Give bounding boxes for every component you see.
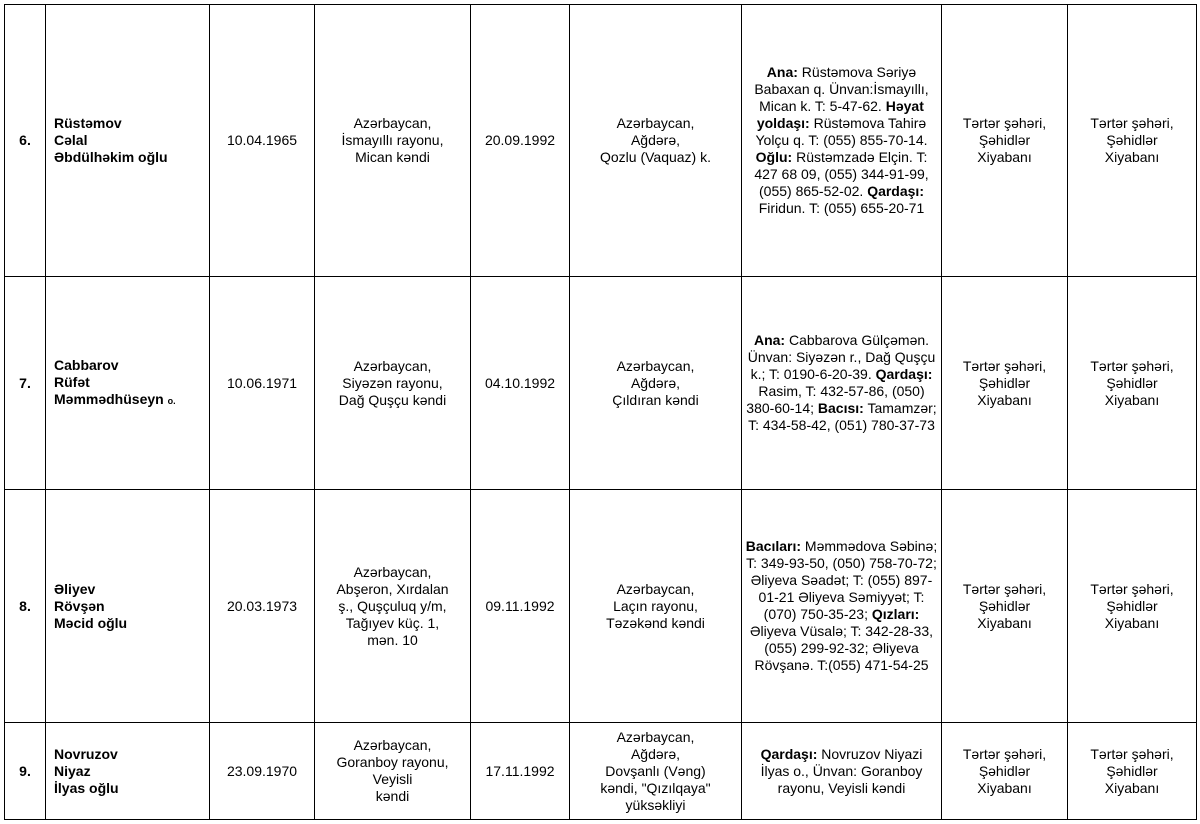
relatives-info: Qardaşı: Novruzov Niyazi İlyas o., Ünvan: Goranboy rayonu, Veyisli kəndi — [742, 723, 942, 820]
full-name: Rüstəmov Cəlal Əbdülhəkim oğlu — [46, 5, 210, 277]
row-number: 6. — [5, 5, 46, 277]
birth-place: Azərbaycan, Goranboy rayonu, Veyisli kəndi — [315, 723, 471, 820]
table-row — [5, 277, 1197, 490]
memorial-place: Tərtər şəhəri, Şəhidlər Xiyabanı — [1068, 277, 1197, 490]
relatives-info: Ana: Rüstəmova Səriyə Babaxan q. Ünvan:İsmayıllı, Mican k. T: 5-47-62. Həyat yoldaşı: Rüstəmova Tahirə Yolçu q. T: (055) 855-70-14. Oğlu: Rüstəmzadə Elçin. T: 427 68 09, (055) 344-91-99, (055) 865-52-02. Qardaşı: Firidun. T: (055) 655-20-71 — [742, 5, 942, 277]
memorial-place: Tərtər şəhəri, Şəhidlər Xiyabanı — [1068, 490, 1197, 723]
martyrs-table — [4, 4, 1197, 820]
birth-place: Azərbaycan, Abşeron, Xırdalan ş., Quşçuluq y/m, Tağıyev küç. 1, mən. 10 — [315, 490, 471, 723]
death-place: Azərbaycan, Ağdərə, Qozlu (Vaquaz) k. — [570, 5, 742, 277]
birth-place: Azərbaycan, İsmayıllı rayonu, Mican kəndi — [315, 5, 471, 277]
birth-date: 10.06.1971 — [210, 277, 315, 490]
table-row — [5, 5, 1197, 277]
row-number: 8. — [5, 490, 46, 723]
death-date: 17.11.1992 — [471, 723, 570, 820]
row-number: 7. — [5, 277, 46, 490]
full-name: Cabbarov Rüfət Məmmədhüseyn o. — [46, 277, 210, 490]
full-name: Novruzov Niyaz İlyas oğlu — [46, 723, 210, 820]
death-date: 04.10.1992 — [471, 277, 570, 490]
death-place: Azərbaycan, Laçın rayonu, Təzəkənd kəndi — [570, 490, 742, 723]
memorial-place: Tərtər şəhəri, Şəhidlər Xiyabanı — [1068, 723, 1197, 820]
death-place: Azərbaycan, Ağdərə, Çıldıran kəndi — [570, 277, 742, 490]
relatives-info: Bacıları: Məmmədova Səbinə; T: 349-93-50, (050) 758-70-72; Əliyeva Səadət; T: (055) 897-01-21 Əliyeva Səmiyyət; T: (070) 750-35-23; Qızları: Əliyeva Vüsalə; T: 342-28-33, (055) 299-92-32; Əliyeva Rövşanə. T:(055) 471-54-25 — [742, 490, 942, 723]
table-row — [5, 490, 1197, 723]
burial-place: Tərtər şəhəri, Şəhidlər Xiyabanı — [942, 277, 1068, 490]
birth-place: Azərbaycan, Siyəzən rayonu, Dağ Quşçu kəndi — [315, 277, 471, 490]
birth-date: 20.03.1973 — [210, 490, 315, 723]
relatives-info: Ana: Cabbarova Gülçəmən. Ünvan: Siyəzən r., Dağ Quşçu k.; T: 0190-6-20-39. Qardaşı: Rasim, T: 432-57-86, (050) 380-60-14; Bacısı: Tamamzər; T: 434-58-42, (051) 780-37-73 — [742, 277, 942, 490]
burial-place: Tərtər şəhəri, Şəhidlər Xiyabanı — [942, 723, 1068, 820]
table-row — [5, 723, 1197, 820]
birth-date: 10.04.1965 — [210, 5, 315, 277]
burial-place: Tərtər şəhəri, Şəhidlər Xiyabanı — [942, 490, 1068, 723]
row-number: 9. — [5, 723, 46, 820]
death-place: Azərbaycan, Ağdərə, Dovşanlı (Vəng) kəndi, "Qızılqaya" yüksəkliyi — [570, 723, 742, 820]
birth-date: 23.09.1970 — [210, 723, 315, 820]
death-date: 09.11.1992 — [471, 490, 570, 723]
memorial-place: Tərtər şəhəri, Şəhidlər Xiyabanı — [1068, 5, 1197, 277]
burial-place: Tərtər şəhəri, Şəhidlər Xiyabanı — [942, 5, 1068, 277]
full-name: Əliyev Rövşən Məcid oğlu — [46, 490, 210, 723]
death-date: 20.09.1992 — [471, 5, 570, 277]
